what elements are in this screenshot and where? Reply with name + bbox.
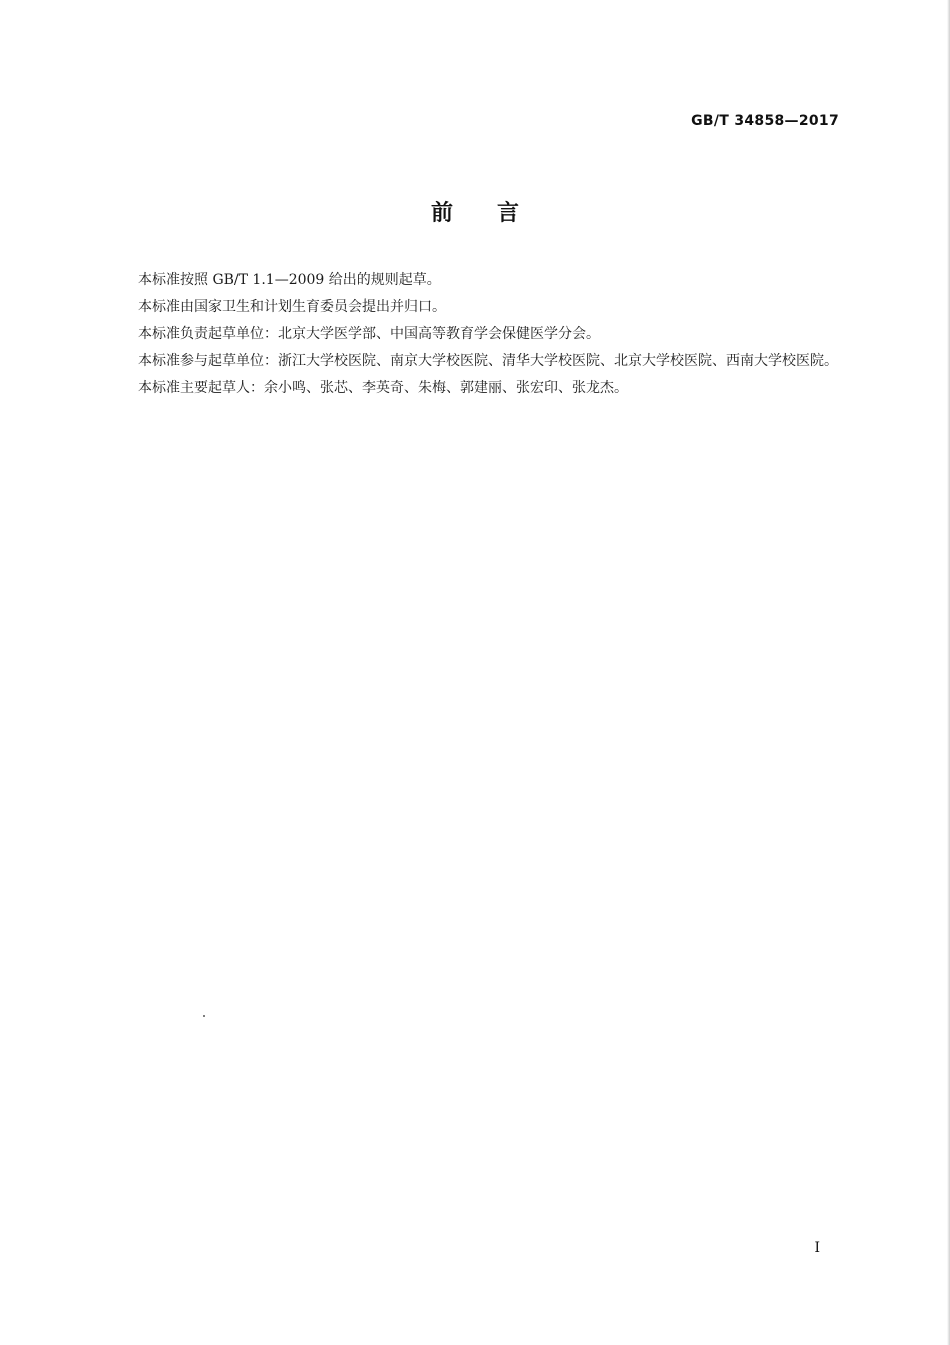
paragraph-drafting-rules: 本标准按照 GB/T 1.1—2009 给出的规则起草。 [138,272,441,288]
page-number: I [814,1240,820,1256]
paragraph-proposer: 本标准由国家卫生和计划生育委员会提出并归口。 [138,299,446,315]
paragraph-participating-drafters: 本标准参与起草单位：浙江大学校医院、南京大学校医院、清华大学校医院、北京大学校医院、西南大学校医院。 [138,353,838,369]
scan-speck [203,1015,205,1017]
paragraph-main-authors: 本标准主要起草人：余小鸣、张芯、李英奇、朱梅、郭建丽、张宏印、张龙杰。 [138,380,628,396]
page-title: 前言 [430,201,563,226]
foreword-body [110,267,845,402]
paragraph-lead-drafters: 本标准负责起草单位：北京大学医学部、中国高等教育学会保健医学分会。 [138,326,600,342]
standard-number: GB/T 34858—2017 [691,113,839,129]
